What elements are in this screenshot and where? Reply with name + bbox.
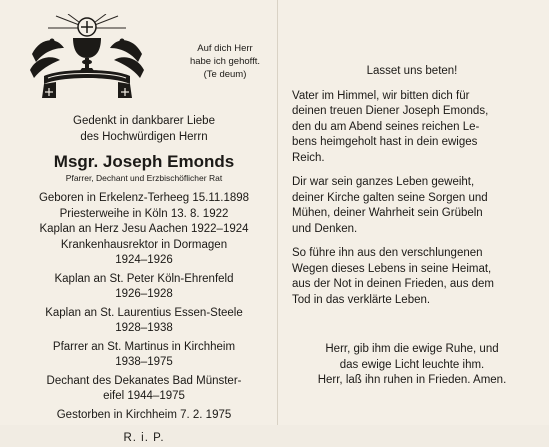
bio-line: Kaplan an St. Peter Köln-Ehrenfeld (54, 272, 234, 285)
dedication (20, 114, 268, 145)
bio-line: Kaplan an Herz Jesu Aachen 1922–1924 (39, 223, 249, 235)
deceased-name: Msgr. Joseph Emonds (53, 152, 235, 171)
biography (20, 191, 268, 423)
closing-line: Herr, laß ihn ruhen in Frieden. Amen. (317, 374, 507, 386)
bio-line: Priesterweihe in Köln 13. 8. 1922 (59, 207, 229, 220)
prayer-line: Dir war sein ganzes Leben geweiht, (292, 176, 475, 188)
bio-line: Geboren in Erkelenz-Terheeg 15.11.1898 (38, 192, 250, 204)
motto (175, 42, 275, 81)
deceased-titles: Pfarrer, Dechant und Erzbischöflicher Rat (65, 173, 223, 183)
prayer-paragraph (292, 246, 532, 308)
closing-line: Herr, gib ihm die ewige Ruhe, und (325, 343, 499, 355)
dedication-line: des Hochwürdigen Herrn (80, 130, 208, 143)
biography-column (20, 114, 268, 447)
prayer-line: Vater im Himmel, wir bitten dich für (292, 89, 470, 102)
prayer-line: Wegen dieses Lebens in seine Heimat, (292, 262, 492, 275)
bio-line: 1924–1926 (115, 254, 173, 266)
bio-line: Dechant des Dekanates Bad Münster- (46, 374, 242, 387)
prayer-line: Tod in das verklärte Leben. (292, 293, 431, 306)
bio-line: Krankenhausrektor in Dormagen (60, 238, 228, 251)
bio-line: Gestorben in Kirchheim 7. 2. 1975 (56, 408, 232, 421)
card-fold-line (277, 0, 278, 425)
prayer-line: deinen treuen Diener Joseph Emonds, (292, 105, 489, 117)
prayer-column (292, 64, 532, 317)
bio-line: Kaplan an St. Laurentius Essen-Steele (45, 306, 243, 319)
rip-text: R. i. P. (123, 432, 165, 444)
prayer-line: den du am Abend seines reichen Le- (292, 120, 480, 133)
prayer-line: und Denken. (292, 222, 358, 235)
prayer-line: deiner Kirche galten seine Sorgen und (292, 191, 488, 204)
prayer-line: aus der Not in deinen Frieden, aus dem (292, 278, 495, 290)
bio-line: Pfarrer an St. Martinus in Kirchheim (52, 340, 236, 353)
closing-line: das ewige Licht leuchte ihm. (339, 358, 485, 371)
bio-line: eifel 1944–1975 (103, 390, 185, 402)
bio-line: 1926–1928 (115, 288, 173, 300)
prayer-line: Reich. (292, 151, 325, 164)
prayer-paragraph (292, 89, 532, 167)
prayer-line: So führe ihn aus den verschlungenen (292, 247, 483, 259)
prayer-paragraph (292, 175, 532, 237)
prayer-title: Lasset uns beten! (366, 65, 458, 77)
chalice-host-stole-icon (26, 14, 148, 100)
motto-line: Auf dich Herr (197, 43, 253, 54)
closing-prayer (292, 342, 532, 389)
prayer-line: bens heimgeholt hast in dein ewiges (292, 136, 478, 148)
motto-line: (Te deum) (203, 69, 247, 80)
bio-line: 1928–1938 (115, 322, 173, 334)
motto-line: habe ich gehofft. (189, 56, 261, 67)
dedication-line: Gedenkt in dankbarer Liebe (73, 115, 215, 127)
prayer-line: Mühen, deiner Wahrheit sein Grübeln (292, 207, 483, 219)
bio-line: 1938–1975 (115, 356, 173, 368)
